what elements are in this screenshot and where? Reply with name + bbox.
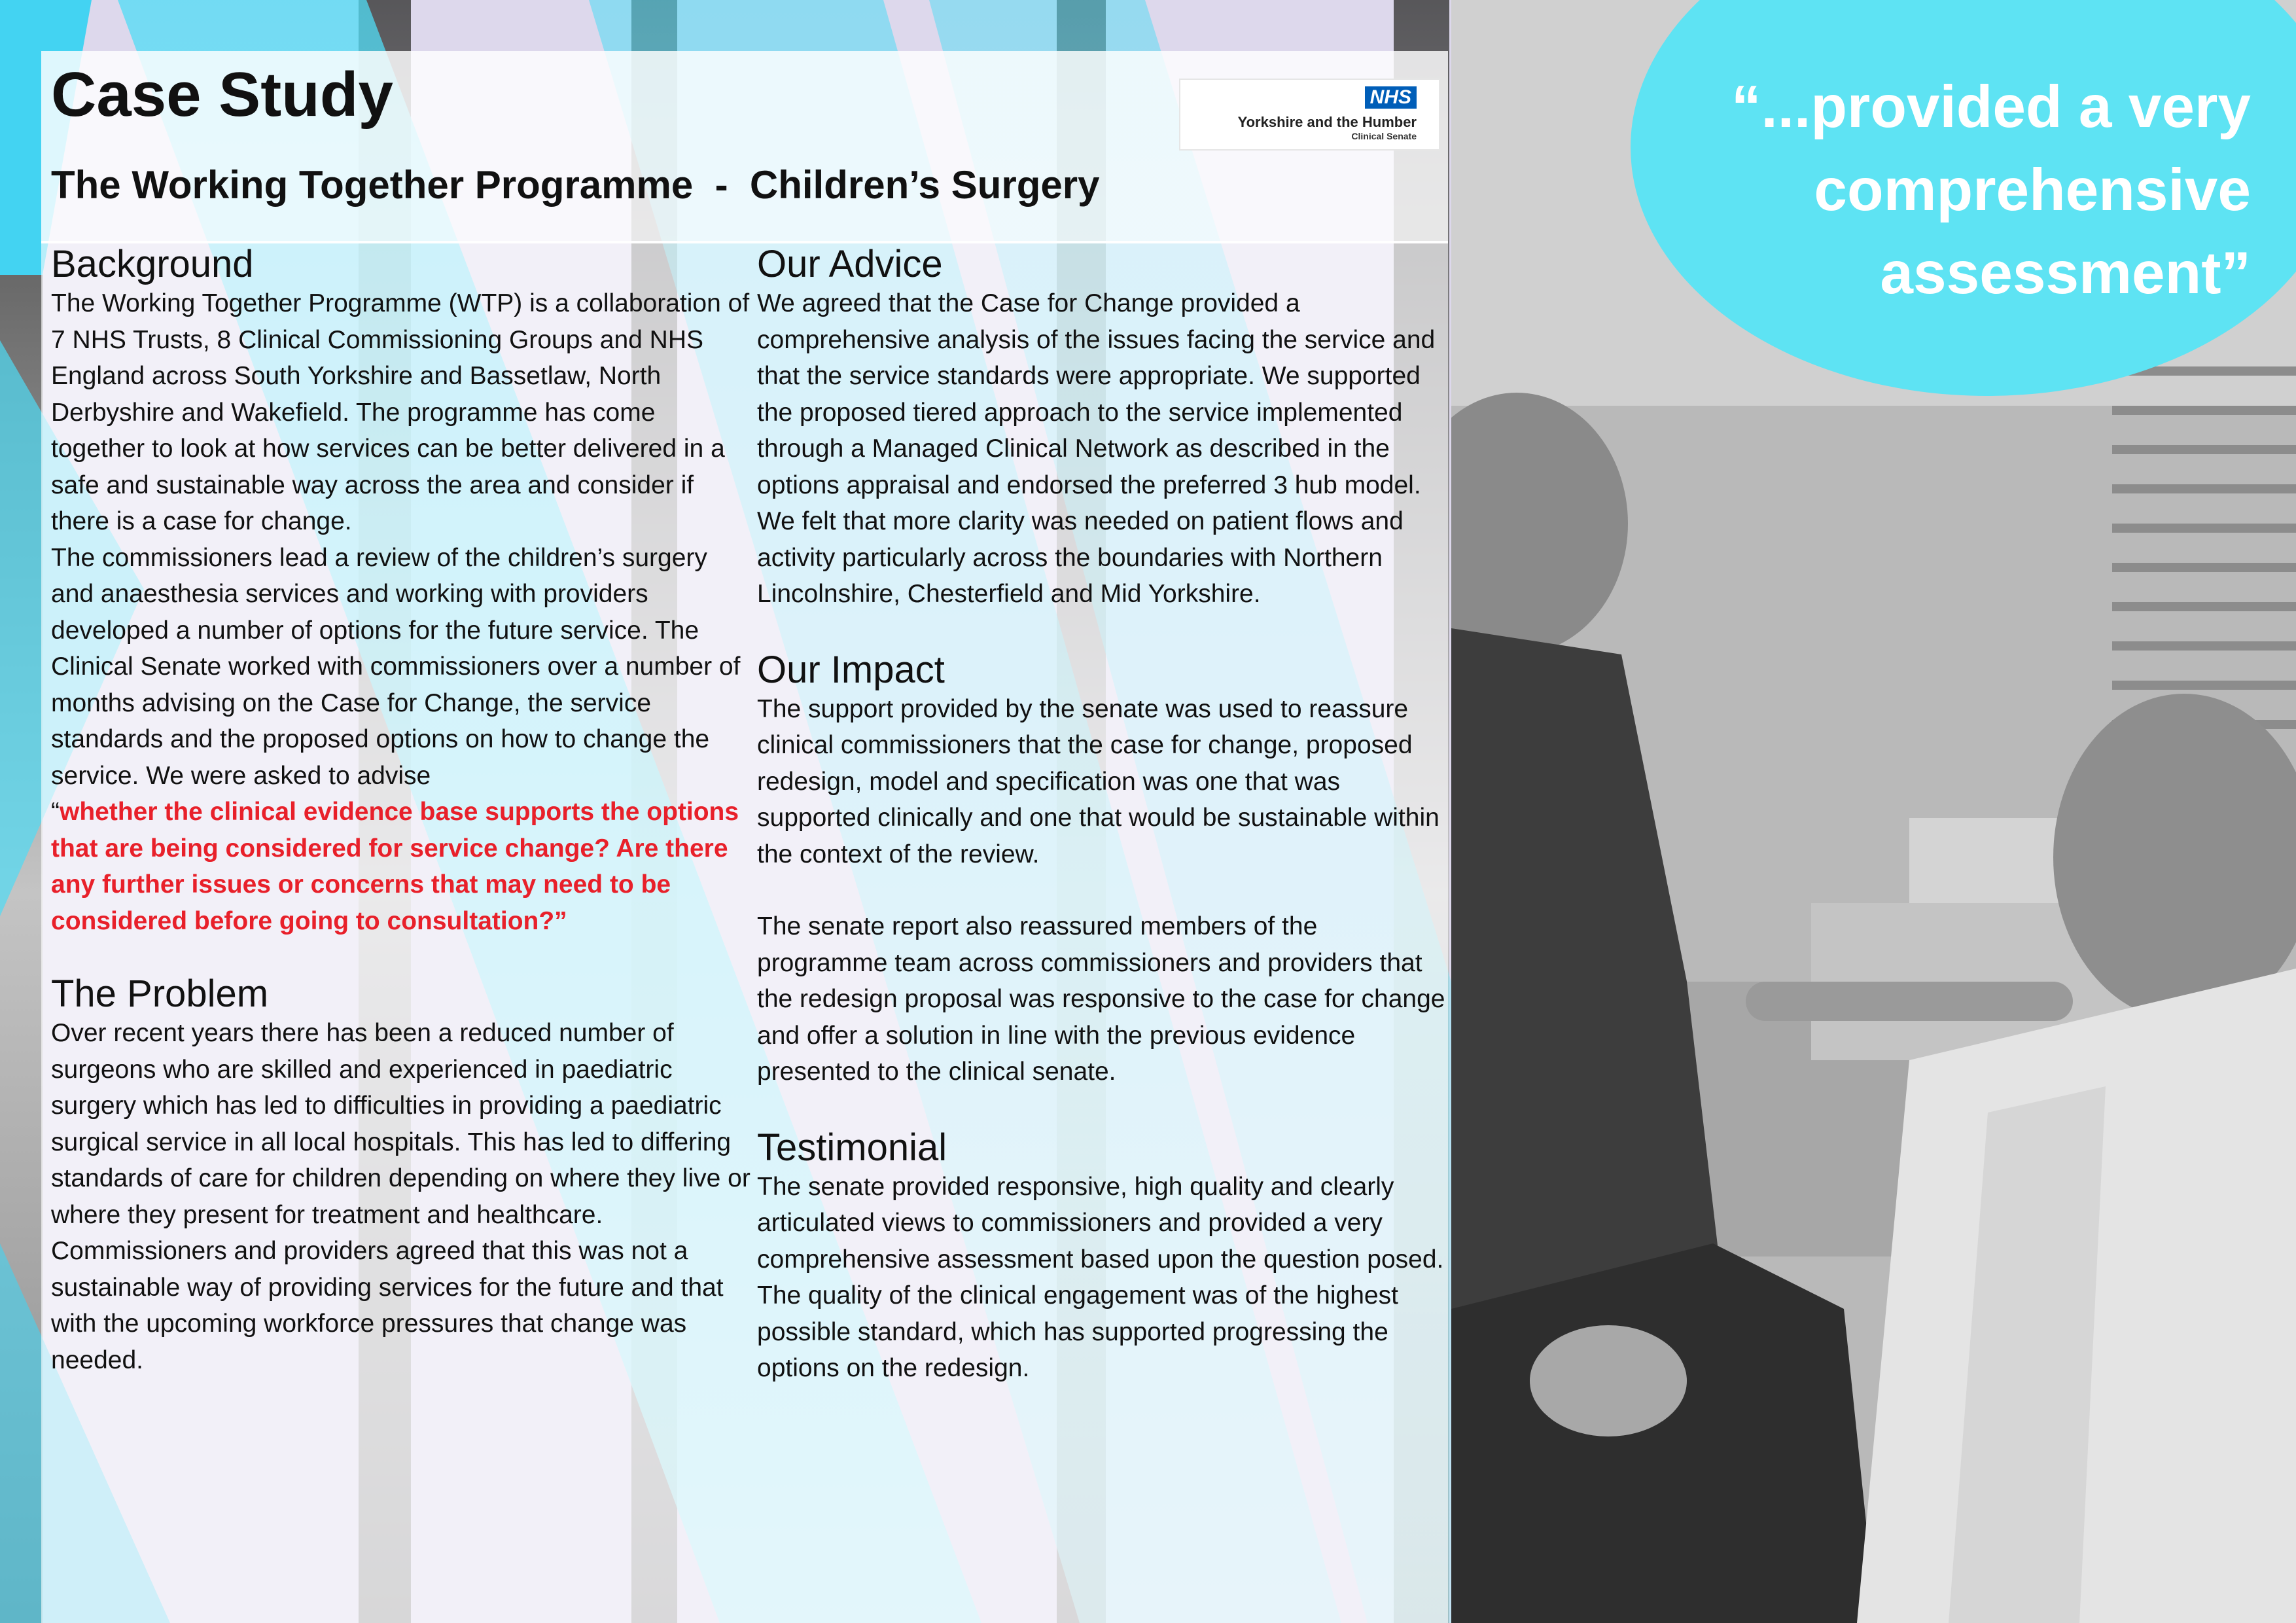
impact-paragraph-2: The senate report also reassured members of the programme team across commissioners and providers that the redesign proposal was responsive to the case for change and offer a solution in line with the previous evidence presented to the clinical senate.	[757, 912, 1445, 1086]
nhs-logo-org: Yorkshire and the Humber	[1237, 114, 1417, 130]
impact-section	[757, 649, 1451, 1090]
background-paragraph-1: The Working Together Programme (WTP) is a collaboration of 7 NHS Trusts, 8 Clinical Commissioning Groups and NHS England across South Yorkshire and Bassetlaw, North Derbyshire and Wakefield. The programme has come together to look at how services can be better delivered in a safe and sustainable way across the area and consider if there is a case for change.	[51, 289, 750, 535]
background-paragraph-2: The commissioners lead a review of the children’s surgery and anaesthesia services and working with providers developed a number of options for the future service. The Clinical Senate worked with commissioners over a number of months advising on the Case for Change, the service standards and the proposed options on how to change the service. We were asked to advise	[51, 543, 741, 790]
impact-paragraph-1: The support provided by the senate was used to reassure clinical commissioners that the case for change, proposed redesign, model and specification was one that was supported clinically and one that would be sustainable within the context of the review.	[757, 694, 1439, 868]
advice-paragraph: We agreed that the Case for Change provided a comprehensive analysis of the issues facing the service and that the service standards were appropriate. We supported the proposed tiered approach to the service implemented through a Managed Clinical Network as described in the options appraisal and endorsed the preferred 3 hub model. We felt that more clarity was needed on patient flows and activity particularly across the boundaries with Northern Lincolnshire, Chesterfield and Mid Yorkshire.	[757, 289, 1436, 608]
background-heading: Background	[51, 243, 254, 285]
pull-quote-text: “...provided a very comprehensive assessment”	[1731, 74, 2251, 306]
left-column	[51, 243, 751, 1378]
problem-section	[51, 973, 751, 1378]
testimonial-paragraph: The senate provided responsive, high quality and clearly articulated views to commissioners and provided a very comprehensive assessment based upon the question posed. The quality of the clinical engagement was of the highest possible standard, which has supported progressing the options on the redesign.	[757, 1172, 1444, 1382]
testimonial-heading: Testimonial	[757, 1126, 947, 1169]
page-title: Case Study	[51, 60, 393, 130]
nhs-logo	[1179, 79, 1440, 151]
question-quote-text: whether the clinical evidence base supports the options that are being considered for service change? Are there any further issues or concerns that may need to be considered before going to consultation?”	[51, 798, 739, 935]
quote-open-mark: “	[51, 798, 60, 826]
problem-paragraph: Over recent years there has been a reduced number of surgeons who are skilled and experienced in paediatric surgery which has led to difficulties in providing a paediatric surgical service in all local hospitals. This has led to differing standards of care for children depending on where they live or where they present for treatment and healthcare. Commissioners and providers agreed that this was not a sustainable way of providing services for the future and that with the upcoming workforce pressures that change was needed.	[51, 1019, 751, 1374]
background-section	[51, 243, 751, 939]
testimonial-section	[757, 1127, 1451, 1387]
impact-heading: Our Impact	[757, 648, 945, 691]
problem-heading: The Problem	[51, 972, 269, 1015]
nhs-logo-sub: Clinical Senate	[1351, 131, 1417, 141]
paragraph-gap	[757, 872, 1451, 908]
background-question-quote	[51, 794, 751, 939]
section-gap	[757, 1090, 1451, 1127]
advice-section	[757, 243, 1451, 613]
section-gap	[757, 613, 1451, 649]
advice-heading: Our Advice	[757, 243, 943, 285]
section-gap	[51, 939, 751, 973]
page-subtitle: The Working Together Programme - Children’s Surgery	[51, 163, 1100, 207]
right-column	[757, 243, 1451, 1387]
nhs-logo-mark: NHS	[1365, 86, 1417, 109]
